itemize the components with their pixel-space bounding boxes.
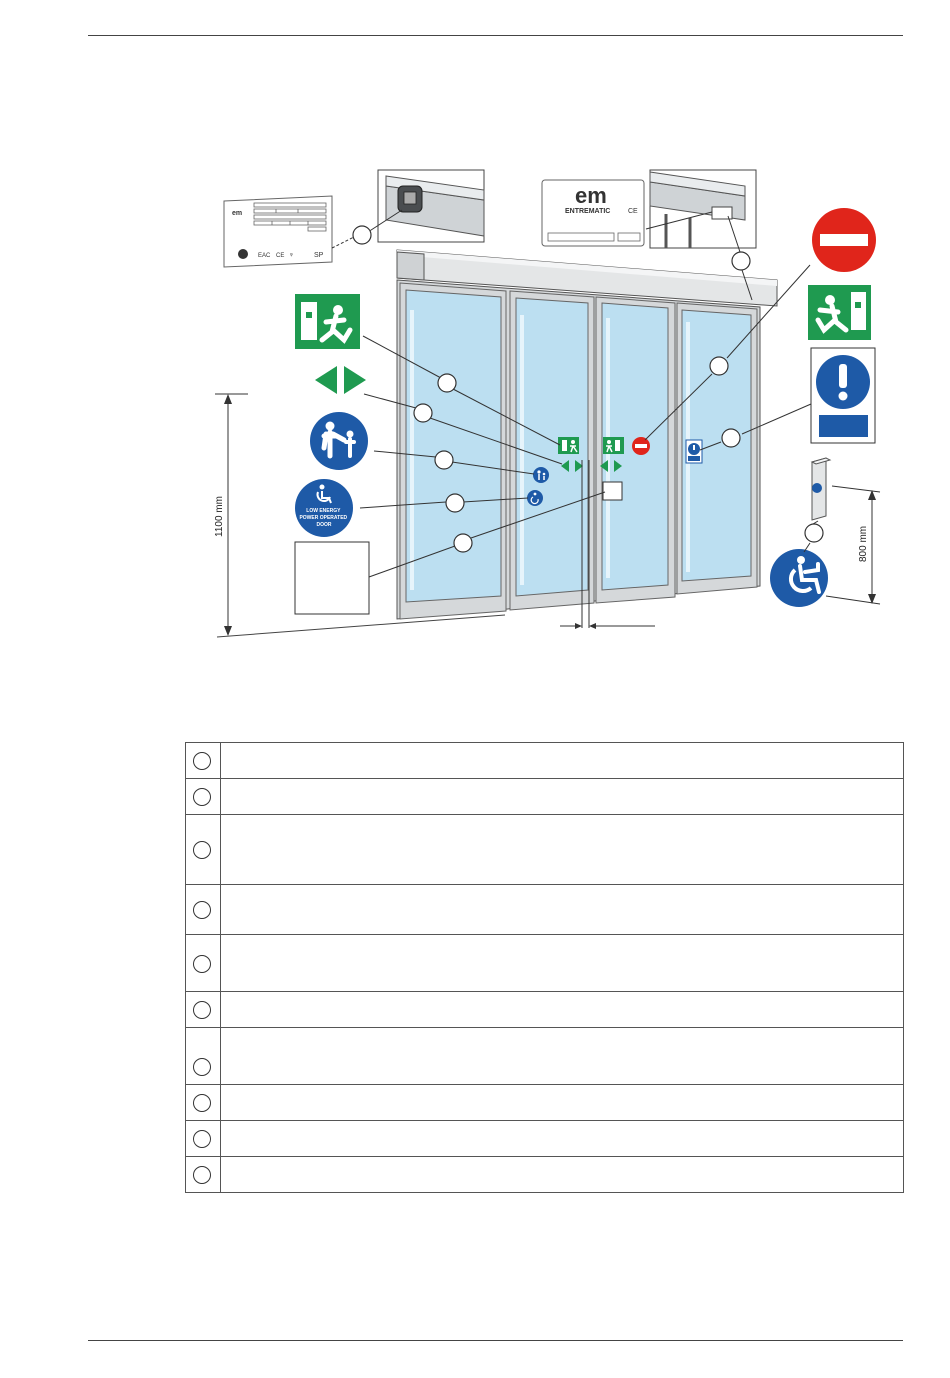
row-description (221, 743, 904, 779)
table-row (186, 1085, 904, 1121)
logo-plate-brand: ENTREMATIC (565, 208, 611, 215)
row-description (221, 1028, 904, 1085)
callout-arrows (414, 404, 432, 422)
svg-text:EAC: EAC (258, 253, 271, 259)
row-callout-circle (193, 1094, 211, 1112)
low-energy-door-sign-label: LOW ENERGY POWER OPERATED DOOR (299, 508, 348, 528)
row-description (221, 815, 904, 885)
callout-logo-plate (732, 252, 750, 270)
sign-reference-table (185, 742, 904, 1193)
row-description (221, 1121, 904, 1157)
callout-mandatory (722, 429, 740, 447)
direction-arrows-sign (315, 366, 366, 394)
callout-data-plate (353, 226, 371, 244)
callout-child-safety (435, 451, 453, 469)
row-description (221, 1085, 904, 1121)
row-callout-cell (186, 1085, 221, 1121)
small-child-safety-sign (533, 467, 549, 483)
row-callout-cell (186, 1121, 221, 1157)
small-exit-sign-left (558, 437, 579, 454)
row-callout-circle (193, 1001, 211, 1019)
data-plate-detail (224, 196, 332, 267)
row-callout-cell (186, 779, 221, 815)
table-row (186, 779, 904, 815)
row-callout-circle (193, 1130, 211, 1148)
height-dimension-label: 1100 mm (214, 496, 225, 537)
plate-ce-mark: CE (276, 253, 285, 259)
emergency-exit-sign-right (808, 285, 871, 340)
push-switch-post (812, 458, 830, 520)
row-callout-cell (186, 1157, 221, 1193)
glass-panel-1 (400, 283, 506, 619)
emergency-exit-sign-left (295, 294, 360, 349)
svg-text:em: em (232, 210, 243, 217)
logo-plate-ce-mark: CE (628, 208, 638, 215)
small-no-entry-sign (632, 437, 650, 455)
logo-location-photo (650, 170, 756, 248)
accessibility-sign (770, 549, 828, 607)
table-row (186, 992, 904, 1028)
blank-sign-placeholder (295, 542, 369, 614)
row-callout-cell (186, 885, 221, 935)
row-callout-cell (186, 992, 221, 1028)
callout-no-entry (710, 357, 728, 375)
row-description (221, 1157, 904, 1193)
logo-plate-detail (542, 180, 644, 246)
row-callout-circle (193, 788, 211, 806)
row-callout-circle (193, 901, 211, 919)
small-low-energy-sign (527, 490, 543, 506)
table-row (186, 935, 904, 992)
callout-blank-label (454, 534, 472, 552)
switch-height-label: 800 mm (858, 525, 869, 562)
row-callout-cell (186, 1028, 221, 1085)
callout-exit-left (438, 374, 456, 392)
low-energy-door-sign (295, 479, 353, 537)
svg-text:SP: SP (314, 252, 324, 259)
row-description (221, 935, 904, 992)
switch-height-dimension (826, 486, 880, 604)
small-exit-sign-right (603, 437, 624, 454)
row-callout-circle (193, 1166, 211, 1184)
table-row (186, 743, 904, 779)
row-description (221, 992, 904, 1028)
callout-low-energy (446, 494, 464, 512)
row-callout-circle (193, 1058, 211, 1076)
height-dimension (214, 394, 248, 636)
no-entry-sign (812, 208, 876, 272)
table-row (186, 1121, 904, 1157)
row-callout-circle (193, 955, 211, 973)
plate-location-photo (378, 170, 484, 242)
logo-plate-logo: em (575, 183, 607, 208)
footer-rule (88, 1340, 903, 1341)
table-row (186, 1028, 904, 1085)
row-callout-cell (186, 743, 221, 779)
small-mandatory-sign (686, 440, 702, 463)
mandatory-action-sign (811, 348, 875, 443)
row-callout-circle (193, 752, 211, 770)
row-callout-cell (186, 935, 221, 992)
row-callout-cell (186, 815, 221, 885)
row-callout-circle (193, 841, 211, 859)
sliding-door (397, 250, 777, 619)
gap-dimension (560, 623, 655, 629)
child-safety-sign (310, 412, 368, 470)
table-row (186, 815, 904, 885)
row-description (221, 885, 904, 935)
table-row (186, 885, 904, 935)
svg-text:ᵠ: ᵠ (290, 253, 293, 259)
table-row (186, 1157, 904, 1193)
callout-accessibility (805, 524, 823, 542)
small-blank-label (603, 482, 622, 500)
row-description (221, 779, 904, 815)
